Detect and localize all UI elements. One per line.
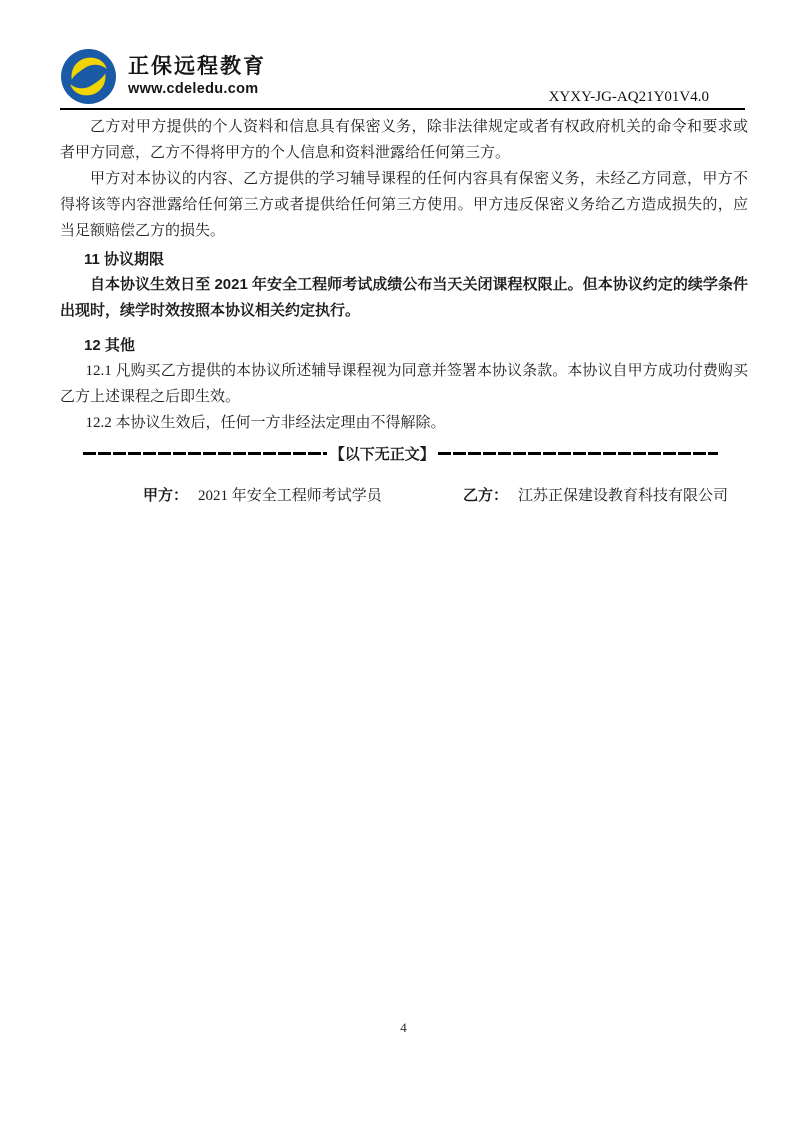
party-a-value: 2021 年安全工程师考试学员 [198,488,382,504]
party-b-label: 乙方： [463,487,509,504]
logo-url: www.cdeledu.com [128,81,259,97]
page-number: 4 [400,1020,407,1035]
paragraph-confidentiality-party-a: 甲方对本协议的内容、乙方提供的学习辅导课程的任何内容具有保密义务，未经乙方同意，甲方不得将该等内容泄露给任何第三方或者提供给任何第三方使用。甲方违反保密义务给乙方造成损失的，应当足额赔偿乙方的损失。 [60,171,748,239]
section-heading-11: 11 协议期限 [84,251,165,268]
section-11-body: 自本协议生效日至 2021 年安全工程师考试成绩公布当天关闭课程权限止。但本协议约定的续学条件出现时，续学时效按照本协议相关约定执行。 [60,276,748,319]
document-body [60,114,748,505]
party-a [143,484,463,505]
party-b [463,484,728,505]
divider-dash-left [83,452,327,455]
section-heading-12: 12 其他 [84,337,135,354]
logo-swirl-icon [60,48,117,105]
paragraph-confidentiality-party-b: 乙方对甲方提供的个人资料和信息具有保密义务，除非法律规定或者有权政府机关的命令和要求或者甲方同意，乙方不得将甲方的个人信息和资料泄露给任何第三方。 [60,119,748,161]
logo-title: 正保远程教育 [128,55,266,78]
party-b-value: 江苏正保建设教育科技有限公司 [518,488,729,504]
end-of-text-divider [83,443,718,464]
document-code: XYXY-JG-AQ21Y01V4.0 [548,89,709,105]
logo-text-block [128,54,266,99]
party-a-label: 甲方： [143,487,189,504]
divider-label: 【以下无正文】 [329,446,435,463]
divider-dash-right [438,452,718,455]
page-header [60,0,745,110]
clause-12-2: 12.2 本协议生效后，任何一方非经法定理由不得解除。 [85,415,446,431]
clause-12-1: 12.1 凡购买乙方提供的本协议所述辅导课程视为同意并签署本协议条款。本协议自甲方成功付费购买乙方上述课程之后即生效。 [60,363,748,405]
signature-row [143,484,748,505]
company-logo [60,48,266,108]
